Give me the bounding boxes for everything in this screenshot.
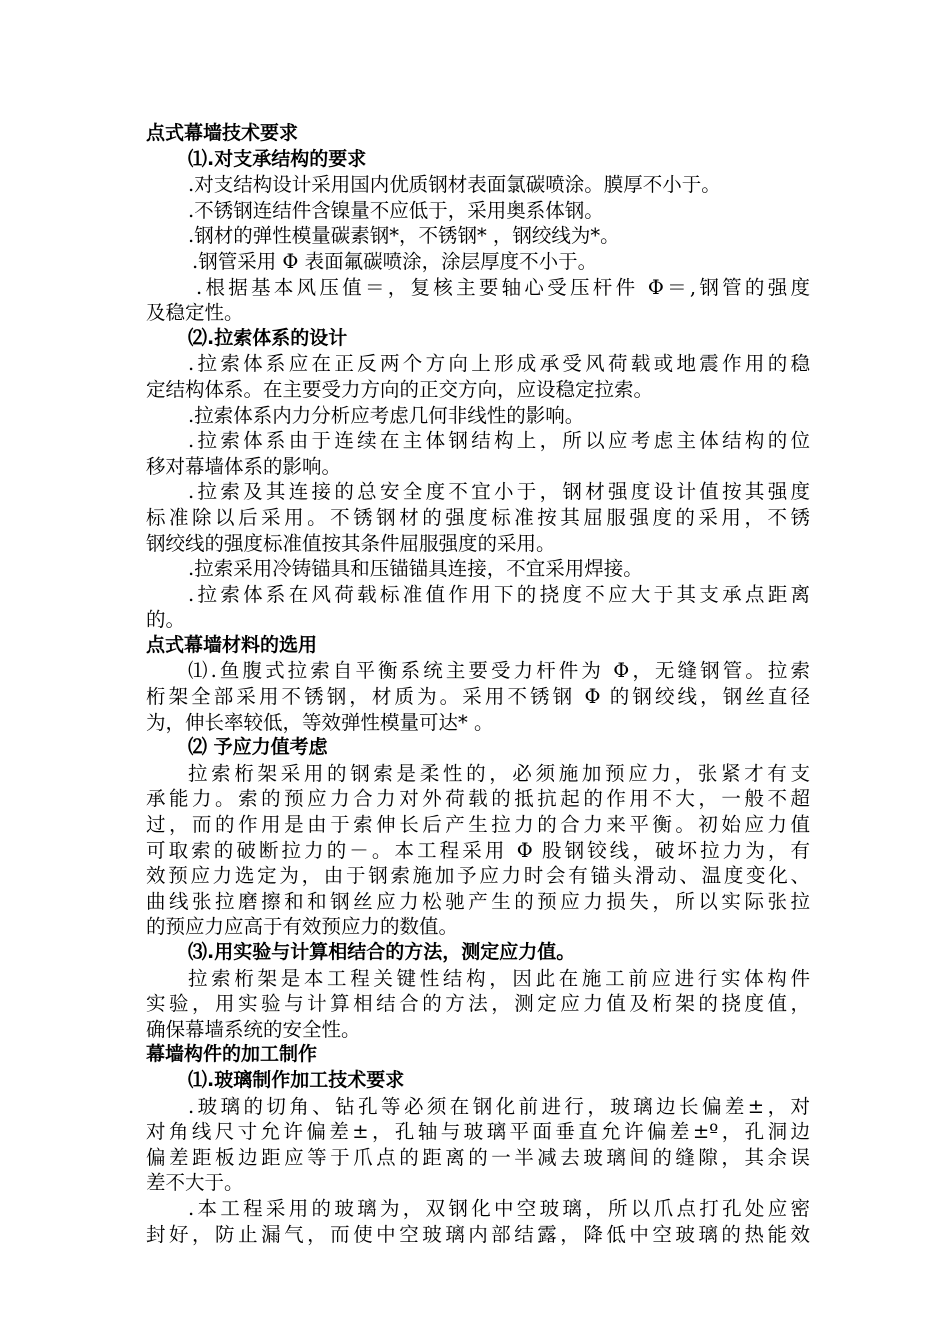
text-line: .拉索体系在风荷载标准值作用下的挠度不应大于其支承点距离 xyxy=(188,582,810,606)
subsection-heading: ⑴.对支承结构的要求 xyxy=(188,147,367,170)
text-line: .钢管采用 Φ 表面氟碳喷涂，涂层厚度不小于。 xyxy=(192,249,598,273)
text-line: 承能力。索的预应力合力对外荷载的抵抗起的作用不大，一般不超 xyxy=(146,787,810,811)
text-line: 钢绞线的强度标准值按其条件屈服强度的采用。 xyxy=(146,531,556,555)
text-line: .拉索体系内力分析应考虑几何非线性的影响。 xyxy=(188,403,585,427)
text-line: 封好，防止漏气，而使中空玻璃内部结露，降低中空玻璃的热能效 xyxy=(146,1222,810,1246)
text-line: 过，而的作用是由于索伸长后产生拉力的合力来平衡。初始应力值 xyxy=(146,813,810,837)
section-heading: 点式幕墙技术要求 xyxy=(146,122,299,144)
text-line: 对角线尺寸允许偏差±，孔轴与玻璃平面垂直允许偏差±º，孔洞边 xyxy=(146,1120,810,1144)
text-line: .玻璃的切角、钻孔等必须在钢化前进行，玻璃边长偏差±，对 xyxy=(188,1094,810,1118)
text-line: 桁架全部采用不锈钢，材质为。采用不锈钢 Φ 的钢绞线，钢丝直径 xyxy=(146,685,810,709)
text-line: .拉索及其连接的总安全度不宜小于，钢材强度设计值按其强度 xyxy=(188,480,810,504)
text-line: 的。 xyxy=(146,608,186,632)
text-line: .根据基本风压值＝，复核主要轴心受压杆件 Φ＝,钢管的强度 xyxy=(196,275,810,299)
text-line: 拉索桁架是本工程关键性结构，因此在施工前应进行实体构件 xyxy=(188,966,810,990)
text-line: 效预应力选定为，由于钢索施加予应力时会有锚头滑动、温度变化、 xyxy=(146,864,810,888)
text-line: .不锈钢连结件含镍量不应低于，采用奥系体钢。 xyxy=(188,198,604,222)
text-line: 差不大于。 xyxy=(146,1171,244,1195)
text-line: 偏差距板边距应等于爪点的距离的一半减去玻璃间的缝隙，其余误 xyxy=(146,1145,810,1169)
section-heading: 幕墙构件的加工制作 xyxy=(146,1043,318,1066)
text-line: 拉索桁架采用的钢索是柔性的，必须施加预应力，张紧才有支 xyxy=(188,761,810,785)
text-line: 标准除以后采用。不锈钢材的强度标准按其屈服强度的采用，不锈 xyxy=(146,505,810,529)
text-line: .对支结构设计采用国内优质钢材表面氯碳喷涂。膜厚不小于。 xyxy=(188,173,721,197)
text-line: .拉索采用冷铸锚具和压锚锚具连接，不宜采用焊接。 xyxy=(188,557,643,581)
text-line: 定结构体系。在主要受力方向的正交方向，应设稳定拉索。 xyxy=(146,377,654,401)
text-line: ⑴.鱼腹式拉索自平衡系统主要受力杆件为 Φ，无缝钢管。拉索 xyxy=(188,659,810,683)
text-line: 移对幕墙体系的影响。 xyxy=(146,454,342,478)
text-line: 确保幕墙系统的安全性。 xyxy=(146,1017,361,1041)
text-line: .本工程采用的玻璃为，双钢化中空玻璃，所以爪点打孔处应密 xyxy=(188,1196,810,1220)
subsection-heading: ⑴.玻璃制作加工技术要求 xyxy=(188,1068,405,1091)
document-body xyxy=(146,121,810,1247)
subsection-heading: ⑶.用实验与计算相结合的方法，测定应力值。 xyxy=(188,941,576,963)
subsection-heading: ⑵ 予应力值考虑 xyxy=(188,736,328,759)
text-line: 曲线张拉磨擦和和钢丝应力松驰产生的预应力损失，所以实际张拉 xyxy=(146,889,810,913)
text-line: .拉索体系由于连续在主体钢结构上，所以应考虑主体结构的位 xyxy=(188,429,810,453)
subsection-heading: ⑵.拉索体系的设计 xyxy=(188,326,348,349)
text-line: 为，伸长率较低，等效弹性模量可达* 。 xyxy=(146,710,494,734)
text-line: .拉索体系应在正反两个方向上形成承受风荷载或地震作用的稳 xyxy=(188,352,810,376)
text-line: 及稳定性。 xyxy=(146,301,244,325)
text-line: 可取索的破断拉力的－。本工程采用 Φ 股钢铰线，破坏拉力为，有 xyxy=(146,838,810,862)
section-heading: 点式幕墙材料的选用 xyxy=(146,633,318,656)
text-line: 实验，用实验与计算相结合的方法，测定应力值及桁架的挠度值， xyxy=(146,992,810,1016)
text-line: .钢材的弹性模量碳素钢*，不锈钢* ，钢绞线为*。 xyxy=(188,224,620,248)
text-line: 的预应力应高于有效预应力的数值。 xyxy=(146,915,459,939)
